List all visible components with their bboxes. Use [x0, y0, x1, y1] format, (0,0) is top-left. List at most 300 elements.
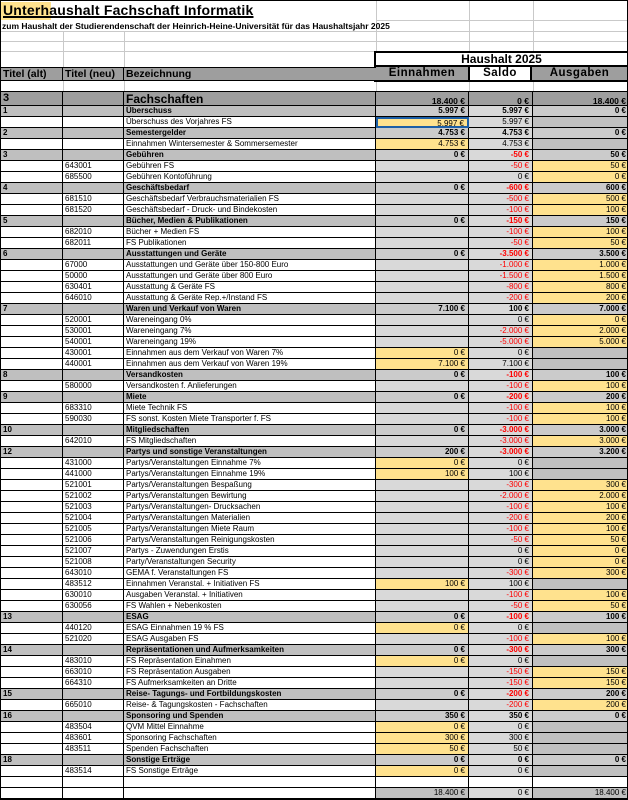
cell-ausgaben[interactable]: [533, 117, 628, 128]
cell-titel-neu[interactable]: [63, 92, 124, 106]
cell-bezeichnung[interactable]: Ausstattungen und Geräte: [124, 249, 376, 260]
cell-einnahmen[interactable]: [376, 403, 469, 414]
cell-ausgaben[interactable]: 150 €: [533, 678, 628, 689]
cell-saldo[interactable]: -100 €: [469, 524, 533, 535]
cell-bezeichnung[interactable]: Einnahmen aus dem Verkauf von Waren 19%: [124, 359, 376, 370]
cell-saldo[interactable]: -3.500 €: [469, 249, 533, 260]
cell-titel-neu[interactable]: 483601: [63, 733, 124, 744]
cell-titel-neu[interactable]: [63, 304, 124, 315]
cell-saldo[interactable]: 7.100 €: [469, 359, 533, 370]
cell-titel-neu[interactable]: 681520: [63, 205, 124, 216]
cell-bezeichnung[interactable]: [124, 788, 376, 798]
cell-bezeichnung[interactable]: FS Repräsentation Einahmen: [124, 656, 376, 667]
cell-titel-alt[interactable]: [1, 271, 63, 282]
cell-titel-neu[interactable]: 430001: [63, 348, 124, 359]
cell-saldo[interactable]: -50 €: [469, 161, 533, 172]
cell-einnahmen[interactable]: [376, 381, 469, 392]
cell-ausgaben[interactable]: [533, 139, 628, 150]
cell-titel-neu[interactable]: 643001: [63, 161, 124, 172]
cell-saldo[interactable]: 0 €: [469, 656, 533, 667]
cell-bezeichnung[interactable]: Ausstattung & Geräte FS: [124, 282, 376, 293]
cell-titel-neu[interactable]: 664310: [63, 678, 124, 689]
cell-bezeichnung[interactable]: Wareneingang 7%: [124, 326, 376, 337]
cell-saldo[interactable]: -800 €: [469, 282, 533, 293]
cell-einnahmen[interactable]: 0 €: [376, 348, 469, 359]
column-header-titel-alt[interactable]: Titel (alt): [1, 68, 63, 80]
cell-ausgaben[interactable]: 0 €: [533, 315, 628, 326]
cell-einnahmen[interactable]: [376, 194, 469, 205]
cell-saldo[interactable]: -100 €: [469, 205, 533, 216]
cell-ausgaben[interactable]: 7.000 €: [533, 304, 628, 315]
cell-einnahmen[interactable]: 0 €: [376, 150, 469, 161]
cell-titel-alt[interactable]: [1, 139, 63, 150]
cell-einnahmen[interactable]: [376, 436, 469, 447]
cell-einnahmen[interactable]: 0 €: [376, 656, 469, 667]
cell-titel-alt[interactable]: [1, 172, 63, 183]
cell-saldo[interactable]: -200 €: [469, 392, 533, 403]
cell-saldo[interactable]: 0 €: [469, 766, 533, 777]
cell-titel-alt[interactable]: [1, 535, 63, 546]
cell-ausgaben[interactable]: 300 €: [533, 645, 628, 656]
cell-ausgaben[interactable]: 0 €: [533, 172, 628, 183]
cell-einnahmen[interactable]: [376, 502, 469, 513]
cell-titel-alt[interactable]: [1, 634, 63, 645]
cell-titel-alt[interactable]: [1, 293, 63, 304]
cell-saldo[interactable]: 0 €: [469, 623, 533, 634]
cell-einnahmen[interactable]: 0 €: [376, 458, 469, 469]
cell-ausgaben[interactable]: 100 €: [533, 612, 628, 623]
cell-saldo[interactable]: -1.000 €: [469, 260, 533, 271]
cell-einnahmen[interactable]: 50 €: [376, 744, 469, 755]
cell-ausgaben[interactable]: 150 €: [533, 667, 628, 678]
cell-titel-neu[interactable]: [63, 370, 124, 381]
cell-bezeichnung[interactable]: Partys - Zuwendungen Erstis: [124, 546, 376, 557]
cell-bezeichnung[interactable]: Reise- & Tagungskosten - Fachschaften: [124, 700, 376, 711]
cell-titel-neu[interactable]: 67000: [63, 260, 124, 271]
cell-titel-alt[interactable]: [1, 260, 63, 271]
cell-bezeichnung[interactable]: Gebühren Kontoführung: [124, 172, 376, 183]
cell-ausgaben[interactable]: 100 €: [533, 590, 628, 601]
cell-bezeichnung[interactable]: FS Mitgliedschaften: [124, 436, 376, 447]
cell-bezeichnung[interactable]: Geschäftsbedarf - Druck- und Bindekosten: [124, 205, 376, 216]
cell-bezeichnung[interactable]: QVM Mittel Einnahme: [124, 722, 376, 733]
cell-saldo[interactable]: -3.000 €: [469, 425, 533, 436]
cell-titel-neu[interactable]: [63, 755, 124, 766]
cell-bezeichnung[interactable]: Party/Veranstaltungen Security: [124, 557, 376, 568]
page-title[interactable]: Unterhaushalt Fachschaft Informatik: [3, 2, 254, 18]
cell-einnahmen[interactable]: [376, 524, 469, 535]
cell-bezeichnung[interactable]: Reise- Tagungs- und Fortbildungskosten: [124, 689, 376, 700]
cell-bezeichnung[interactable]: Mitgliedschaften: [124, 425, 376, 436]
cell-ausgaben[interactable]: 100 €: [533, 502, 628, 513]
cell-einnahmen[interactable]: 0 €: [376, 249, 469, 260]
cell-saldo[interactable]: 0 €: [469, 557, 533, 568]
cell-saldo[interactable]: -300 €: [469, 568, 533, 579]
cell-saldo[interactable]: 0 €: [469, 788, 533, 798]
cell-einnahmen[interactable]: 0 €: [376, 370, 469, 381]
cell-titel-neu[interactable]: 521007: [63, 546, 124, 557]
cell-ausgaben[interactable]: 1.000 €: [533, 260, 628, 271]
cell-titel-neu[interactable]: 590030: [63, 414, 124, 425]
cell-titel-neu[interactable]: 642010: [63, 436, 124, 447]
cell-titel-alt[interactable]: 3: [1, 150, 63, 161]
cell-ausgaben[interactable]: 600 €: [533, 183, 628, 194]
cell-bezeichnung[interactable]: Ausstattungen und Geräte über 800 Euro: [124, 271, 376, 282]
cell-ausgaben[interactable]: [533, 656, 628, 667]
cell-saldo[interactable]: 100 €: [469, 304, 533, 315]
cell-titel-neu[interactable]: 580000: [63, 381, 124, 392]
cell-ausgaben[interactable]: 0 €: [533, 711, 628, 722]
cell-einnahmen[interactable]: 300 €: [376, 733, 469, 744]
cell-titel-neu[interactable]: 483514: [63, 766, 124, 777]
cell-saldo[interactable]: -200 €: [469, 689, 533, 700]
cell-titel-neu[interactable]: 685500: [63, 172, 124, 183]
cell-titel-alt[interactable]: [1, 568, 63, 579]
cell-saldo[interactable]: 0 €: [469, 755, 533, 766]
cell-einnahmen[interactable]: 0 €: [376, 183, 469, 194]
cell-einnahmen[interactable]: [376, 491, 469, 502]
cell-ausgaben[interactable]: 3.000 €: [533, 436, 628, 447]
cell-einnahmen[interactable]: [376, 634, 469, 645]
cell-bezeichnung[interactable]: Ausstattung & Geräte Rep.+/Instand FS: [124, 293, 376, 304]
cell-saldo[interactable]: -100 €: [469, 612, 533, 623]
cell-titel-alt[interactable]: 16: [1, 711, 63, 722]
cell-ausgaben[interactable]: [533, 766, 628, 777]
column-header-ausgaben[interactable]: Ausgaben: [532, 67, 627, 80]
cell-bezeichnung[interactable]: FS Aufmerksamkeiten an Dritte: [124, 678, 376, 689]
cell-titel-neu[interactable]: 630056: [63, 601, 124, 612]
cell-einnahmen[interactable]: [376, 172, 469, 183]
cell-einnahmen[interactable]: 100 €: [376, 579, 469, 590]
cell-titel-neu[interactable]: 521020: [63, 634, 124, 645]
cell-einnahmen[interactable]: 7.100 €: [376, 304, 469, 315]
cell-bezeichnung[interactable]: Partys/Veranstaltungen Einnahme 19%: [124, 469, 376, 480]
cell-einnahmen[interactable]: 18.400 €: [376, 788, 469, 798]
cell-titel-neu[interactable]: [63, 128, 124, 139]
cell-titel-alt[interactable]: 15: [1, 689, 63, 700]
cell-einnahmen[interactable]: [376, 326, 469, 337]
cell-titel-alt[interactable]: [1, 161, 63, 172]
cell-ausgaben[interactable]: 200 €: [533, 513, 628, 524]
cell-ausgaben[interactable]: [533, 469, 628, 480]
cell-titel-alt[interactable]: [1, 326, 63, 337]
cell-bezeichnung[interactable]: Einnahmen Wintersemester & Sommersemester: [124, 139, 376, 150]
cell-ausgaben[interactable]: 50 €: [533, 535, 628, 546]
cell-einnahmen[interactable]: [376, 568, 469, 579]
cell-einnahmen[interactable]: 200 €: [376, 447, 469, 458]
cell-ausgaben[interactable]: [533, 579, 628, 590]
cell-titel-neu[interactable]: [63, 689, 124, 700]
cell-saldo[interactable]: -2.000 €: [469, 491, 533, 502]
cell-titel-alt[interactable]: [1, 590, 63, 601]
cell-saldo[interactable]: -100 €: [469, 381, 533, 392]
cell-ausgaben[interactable]: 0 €: [533, 755, 628, 766]
cell-titel-alt[interactable]: [1, 194, 63, 205]
cell-bezeichnung[interactable]: Überschuss des Vorjahres FS: [124, 117, 376, 128]
cell-titel-alt[interactable]: 6: [1, 249, 63, 260]
cell-titel-neu[interactable]: [63, 711, 124, 722]
cell-titel-neu[interactable]: 682010: [63, 227, 124, 238]
cell-bezeichnung[interactable]: GEMA f. Veranstaltungen FS: [124, 568, 376, 579]
cell-titel-alt[interactable]: [1, 502, 63, 513]
cell-titel-alt[interactable]: [1, 744, 63, 755]
cell-titel-neu[interactable]: 530001: [63, 326, 124, 337]
cell-titel-alt[interactable]: [1, 667, 63, 678]
cell-ausgaben[interactable]: 50 €: [533, 601, 628, 612]
cell-titel-alt[interactable]: [1, 557, 63, 568]
cell-bezeichnung[interactable]: Überschuss: [124, 106, 376, 117]
cell-titel-neu[interactable]: 440001: [63, 359, 124, 370]
cell-titel-alt[interactable]: [1, 337, 63, 348]
cell-titel-neu[interactable]: 630010: [63, 590, 124, 601]
cell-titel-alt[interactable]: [1, 359, 63, 370]
cell-einnahmen[interactable]: 350 €: [376, 711, 469, 722]
cell-ausgaben[interactable]: 50 €: [533, 161, 628, 172]
cell-bezeichnung[interactable]: ESAG Einnahmen 19 % FS: [124, 623, 376, 634]
cell-titel-alt[interactable]: [1, 700, 63, 711]
cell-einnahmen[interactable]: [376, 260, 469, 271]
cell-ausgaben[interactable]: 3.000 €: [533, 425, 628, 436]
cell-saldo[interactable]: 100 €: [469, 579, 533, 590]
cell-titel-neu[interactable]: 521008: [63, 557, 124, 568]
cell-titel-alt[interactable]: [1, 491, 63, 502]
cell-titel-neu[interactable]: [63, 645, 124, 656]
cell-ausgaben[interactable]: 0 €: [533, 557, 628, 568]
cell-saldo[interactable]: -3.000 €: [469, 447, 533, 458]
cell-bezeichnung[interactable]: Ausgaben Veranstal. + Initiativen: [124, 590, 376, 601]
cell-saldo[interactable]: 5.997 €: [469, 117, 533, 128]
cell-bezeichnung[interactable]: FS Wahlen + Nebenkosten: [124, 601, 376, 612]
cell-bezeichnung[interactable]: FS sonst. Kosten Miete Transporter f. FS: [124, 414, 376, 425]
cell-bezeichnung[interactable]: ESAG Ausgaben FS: [124, 634, 376, 645]
cell-titel-alt[interactable]: [1, 436, 63, 447]
cell-saldo[interactable]: 100 €: [469, 469, 533, 480]
cell-saldo[interactable]: 0 €: [469, 92, 533, 106]
cell-titel-neu[interactable]: 521005: [63, 524, 124, 535]
cell-titel-neu[interactable]: [63, 425, 124, 436]
cell-ausgaben[interactable]: 100 €: [533, 205, 628, 216]
cell-titel-neu[interactable]: 665010: [63, 700, 124, 711]
cell-bezeichnung[interactable]: Bücher + Medien FS: [124, 227, 376, 238]
cell-bezeichnung[interactable]: Partys/Veranstaltungen Bespaßung: [124, 480, 376, 491]
cell-titel-neu[interactable]: [63, 183, 124, 194]
cell-titel-alt[interactable]: [1, 381, 63, 392]
cell-saldo[interactable]: -200 €: [469, 293, 533, 304]
cell-titel-alt[interactable]: [1, 766, 63, 777]
cell-einnahmen[interactable]: [376, 535, 469, 546]
cell-einnahmen[interactable]: 0 €: [376, 612, 469, 623]
cell-titel-alt[interactable]: [1, 315, 63, 326]
cell-saldo[interactable]: 0 €: [469, 315, 533, 326]
cell-saldo[interactable]: -1.500 €: [469, 271, 533, 282]
cell-bezeichnung[interactable]: [124, 777, 376, 788]
cell-bezeichnung[interactable]: Sponsoring und Spenden: [124, 711, 376, 722]
cell-titel-alt[interactable]: [1, 722, 63, 733]
cell-bezeichnung[interactable]: Miete: [124, 392, 376, 403]
cell-titel-neu[interactable]: [63, 150, 124, 161]
cell-titel-neu[interactable]: [63, 447, 124, 458]
cell-ausgaben[interactable]: 800 €: [533, 282, 628, 293]
cell-saldo[interactable]: -100 €: [469, 590, 533, 601]
cell-ausgaben[interactable]: 150 €: [533, 216, 628, 227]
cell-titel-alt[interactable]: 1: [1, 106, 63, 117]
cell-bezeichnung[interactable]: Sponsoring Fachschaften: [124, 733, 376, 744]
cell-saldo[interactable]: -100 €: [469, 403, 533, 414]
cell-saldo[interactable]: 0 €: [469, 546, 533, 557]
cell-titel-neu[interactable]: 440120: [63, 623, 124, 634]
cell-ausgaben[interactable]: 2.000 €: [533, 491, 628, 502]
cell-saldo[interactable]: -50 €: [469, 601, 533, 612]
cell-titel-alt[interactable]: [1, 733, 63, 744]
cell-saldo[interactable]: -500 €: [469, 194, 533, 205]
cell-titel-neu[interactable]: 520001: [63, 315, 124, 326]
cell-titel-alt[interactable]: [1, 469, 63, 480]
column-header-bezeichnung[interactable]: Bezeichnung: [124, 68, 376, 80]
cell-saldo[interactable]: -50 €: [469, 535, 533, 546]
cell-titel-alt[interactable]: 2: [1, 128, 63, 139]
cell-titel-alt[interactable]: [1, 656, 63, 667]
cell-saldo[interactable]: -300 €: [469, 645, 533, 656]
cell-titel-alt[interactable]: 3: [1, 92, 63, 106]
cell-titel-neu[interactable]: [63, 777, 124, 788]
cell-titel-neu[interactable]: [63, 117, 124, 128]
cell-titel-alt[interactable]: [1, 403, 63, 414]
cell-titel-alt[interactable]: 9: [1, 392, 63, 403]
cell-bezeichnung[interactable]: Partys/Veranstaltungen Reinigungskosten: [124, 535, 376, 546]
cell-titel-neu[interactable]: 483512: [63, 579, 124, 590]
cell-titel-neu[interactable]: 431000: [63, 458, 124, 469]
cell-titel-neu[interactable]: 521004: [63, 513, 124, 524]
cell-titel-alt[interactable]: [1, 623, 63, 634]
cell-einnahmen[interactable]: [376, 315, 469, 326]
cell-ausgaben[interactable]: 200 €: [533, 689, 628, 700]
cell-einnahmen[interactable]: [376, 777, 469, 788]
cell-titel-neu[interactable]: 521006: [63, 535, 124, 546]
cell-einnahmen[interactable]: [376, 271, 469, 282]
cell-bezeichnung[interactable]: Repräsentationen und Aufmerksamkeiten: [124, 645, 376, 656]
cell-titel-neu[interactable]: [63, 788, 124, 798]
cell-titel-neu[interactable]: 630401: [63, 282, 124, 293]
cell-titel-alt[interactable]: [1, 117, 63, 128]
cell-titel-neu[interactable]: 521001: [63, 480, 124, 491]
cell-saldo[interactable]: -150 €: [469, 678, 533, 689]
cell-einnahmen[interactable]: 0 €: [376, 722, 469, 733]
cell-saldo[interactable]: -100 €: [469, 227, 533, 238]
cell-titel-alt[interactable]: [1, 227, 63, 238]
cell-saldo[interactable]: 5.997 €: [469, 106, 533, 117]
cell-saldo[interactable]: 0 €: [469, 172, 533, 183]
cell-saldo[interactable]: 350 €: [469, 711, 533, 722]
cell-ausgaben[interactable]: [533, 359, 628, 370]
cell-bezeichnung[interactable]: Partys/Veranstaltungen Einnahme 7%: [124, 458, 376, 469]
cell-bezeichnung[interactable]: ESAG: [124, 612, 376, 623]
cell-einnahmen[interactable]: 5.997 €: [376, 106, 469, 117]
cell-ausgaben[interactable]: 100 €: [533, 403, 628, 414]
cell-bezeichnung[interactable]: Geschäftsbedarf: [124, 183, 376, 194]
cell-einnahmen[interactable]: 0 €: [376, 645, 469, 656]
cell-bezeichnung[interactable]: Versandkosten f. Anlieferungen: [124, 381, 376, 392]
cell-bezeichnung[interactable]: Einnahmen aus dem Verkauf von Waren 7%: [124, 348, 376, 359]
cell-titel-neu[interactable]: 681510: [63, 194, 124, 205]
cell-ausgaben[interactable]: [533, 744, 628, 755]
cell-bezeichnung[interactable]: Wareneingang 0%: [124, 315, 376, 326]
cell-titel-alt[interactable]: 14: [1, 645, 63, 656]
cell-bezeichnung[interactable]: Partys/Veranstaltungen Materialien: [124, 513, 376, 524]
cell-titel-alt[interactable]: [1, 678, 63, 689]
cell-titel-neu[interactable]: 483511: [63, 744, 124, 755]
cell-titel-alt[interactable]: [1, 788, 63, 798]
cell-ausgaben[interactable]: 18.400 €: [533, 788, 628, 798]
cell-bezeichnung[interactable]: FS Repräsentation Ausgaben: [124, 667, 376, 678]
cell-ausgaben[interactable]: 18.400 €: [533, 92, 628, 106]
cell-ausgaben[interactable]: 50 €: [533, 150, 628, 161]
cell-ausgaben[interactable]: 100 €: [533, 370, 628, 381]
cell-ausgaben[interactable]: 100 €: [533, 414, 628, 425]
cell-ausgaben[interactable]: 200 €: [533, 700, 628, 711]
cell-titel-neu[interactable]: 483504: [63, 722, 124, 733]
cell-einnahmen[interactable]: [376, 667, 469, 678]
cell-titel-neu[interactable]: 646010: [63, 293, 124, 304]
cell-titel-alt[interactable]: [1, 348, 63, 359]
cell-ausgaben[interactable]: 2.000 €: [533, 326, 628, 337]
cell-einnahmen[interactable]: 0 €: [376, 425, 469, 436]
cell-bezeichnung[interactable]: Gebühren FS: [124, 161, 376, 172]
cell-titel-alt[interactable]: 4: [1, 183, 63, 194]
cell-saldo[interactable]: 4.753 €: [469, 139, 533, 150]
cell-einnahmen[interactable]: [376, 557, 469, 568]
cell-ausgaben[interactable]: [533, 458, 628, 469]
column-header-saldo[interactable]: Saldo: [468, 67, 532, 80]
cell-bezeichnung[interactable]: Partys/Veranstaltungen- Drucksachen: [124, 502, 376, 513]
cell-ausgaben[interactable]: 0 €: [533, 106, 628, 117]
cell-ausgaben[interactable]: 50 €: [533, 238, 628, 249]
cell-titel-alt[interactable]: [1, 205, 63, 216]
cell-titel-alt[interactable]: [1, 513, 63, 524]
cell-ausgaben[interactable]: 1.500 €: [533, 271, 628, 282]
cell-saldo[interactable]: 0 €: [469, 458, 533, 469]
cell-einnahmen[interactable]: 0 €: [376, 392, 469, 403]
cell-titel-neu[interactable]: 643010: [63, 568, 124, 579]
cell-einnahmen[interactable]: [376, 546, 469, 557]
cell-einnahmen[interactable]: [376, 161, 469, 172]
cell-titel-neu[interactable]: [63, 139, 124, 150]
cell-ausgaben[interactable]: 0 €: [533, 128, 628, 139]
cell-einnahmen[interactable]: 0 €: [376, 689, 469, 700]
column-header-einnahmen[interactable]: Einnahmen: [376, 67, 468, 80]
cell-bezeichnung[interactable]: Bücher, Medien & Publikationen: [124, 216, 376, 227]
cell-bezeichnung[interactable]: FS Publikationen: [124, 238, 376, 249]
cell-ausgaben[interactable]: 300 €: [533, 568, 628, 579]
cell-titel-neu[interactable]: [63, 216, 124, 227]
cell-bezeichnung[interactable]: Miete Technik FS: [124, 403, 376, 414]
cell-bezeichnung[interactable]: Gebühren: [124, 150, 376, 161]
cell-saldo[interactable]: 0 €: [469, 348, 533, 359]
cell-saldo[interactable]: -3.000 €: [469, 436, 533, 447]
cell-saldo[interactable]: 50 €: [469, 744, 533, 755]
cell-bezeichnung[interactable]: Waren und Verkauf von Waren: [124, 304, 376, 315]
cell-titel-neu[interactable]: [63, 106, 124, 117]
cell-saldo[interactable]: -50 €: [469, 150, 533, 161]
cell-ausgaben[interactable]: 100 €: [533, 634, 628, 645]
cell-einnahmen[interactable]: [376, 601, 469, 612]
cell-titel-neu[interactable]: 50000: [63, 271, 124, 282]
cell-titel-alt[interactable]: 7: [1, 304, 63, 315]
cell-saldo[interactable]: -2.000 €: [469, 326, 533, 337]
cell-ausgaben[interactable]: 3.500 €: [533, 249, 628, 260]
cell-einnahmen[interactable]: 0 €: [376, 623, 469, 634]
cell-saldo[interactable]: -50 €: [469, 238, 533, 249]
cell-ausgaben[interactable]: 3.200 €: [533, 447, 628, 458]
